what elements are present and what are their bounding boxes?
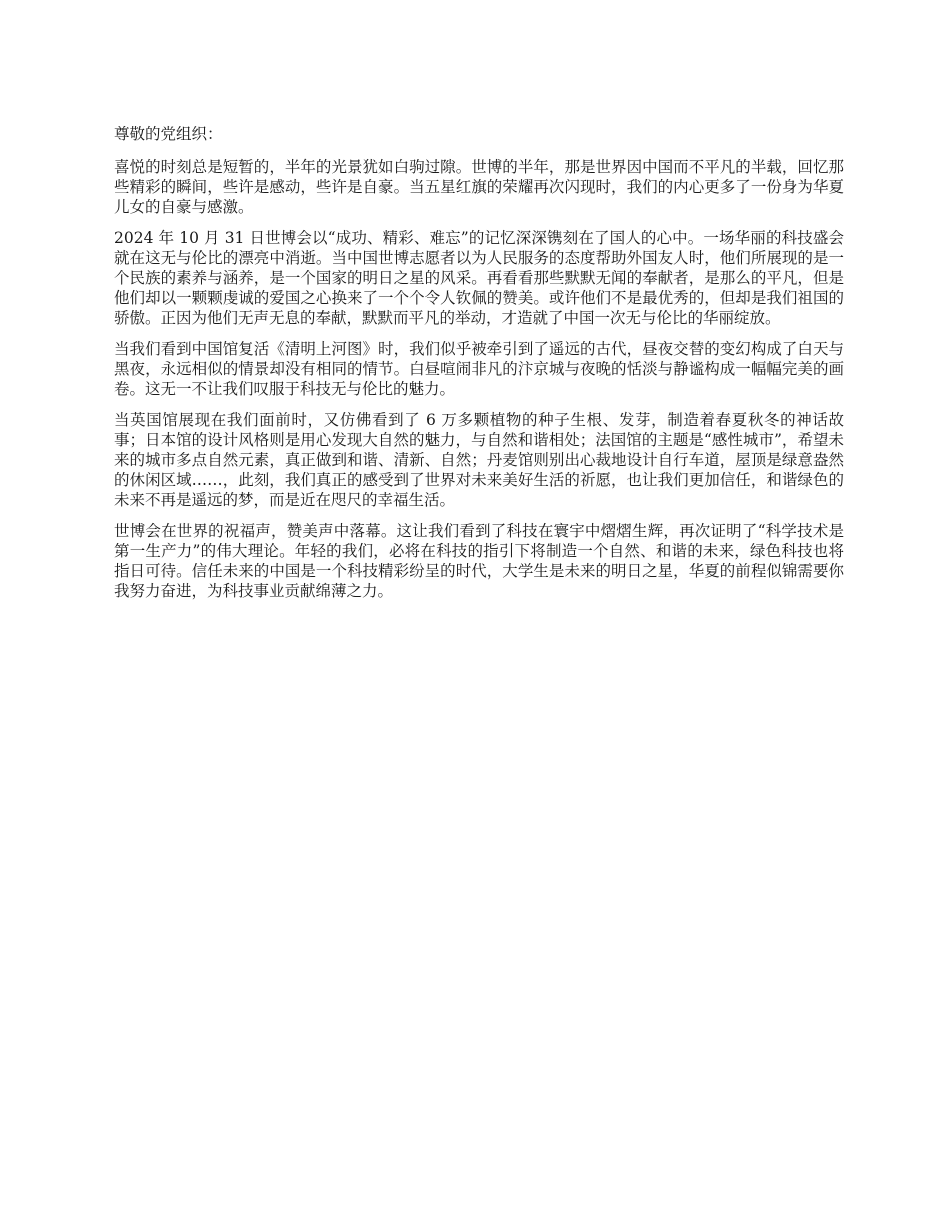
paragraph-3: 当我们看到中国馆复活《清明上河图》时，我们似乎被牵引到了遥远的古代，昼夜交替的变幻构成了白天与黑夜，永远相似的情景却没有相同的情节。白昼喧闹非凡的汴京城与夜晚的恬淡与静谧构成一幅幅完美的画卷。这无一不让我们叹服于科技无与伦比的魅力。 xyxy=(114,340,844,398)
paragraph-4: 当英国馆展现在我们面前时，又仿佛看到了 6 万多颗植物的种子生根、发芽，制造着春夏秋冬的神话故事；日本馆的设计风格则是用心发现大自然的魅力，与自然和谐相处；法国馆的主题是“感性城市”，希望未来的城市多点自然元素，真正做到和谐、清新、自然；丹麦馆则别出心裁地设计自行车道，屋顶是绿意盎然的休闲区域……，此刻，我们真正的感受到了世界对未来美好生活的祈愿，也让我们更加信任，和谐绿色的未来不再是遥远的梦，而是近在咫尺的幸福生活。 xyxy=(114,411,844,509)
paragraph-2: 2024 年 10 月 31 日世博会以“成功、精彩、难忘”的记忆深深镌刻在了国人的心中。一场华丽的科技盛会就在这无与伦比的漂亮中消逝。当中国世博志愿者以为人民服务的态度帮助外国友人时，他们所展现的是一个民族的素养与涵养，是一个国家的明日之星的风采。再看看那些默默无闻的奉献者，是那么的平凡，但是他们却以一颗颗虔诚的爱国之心换来了一个个令人钦佩的赞美。或许他们不是最优秀的，但却是我们祖国的骄傲。正因为他们无声无息的奉献，默默而平凡的举动，才造就了中国一次无与伦比的华丽绽放。 xyxy=(114,229,844,327)
document-page xyxy=(114,122,844,612)
paragraph-5: 世博会在世界的祝福声，赞美声中落幕。这让我们看到了科技在寰宇中熠熠生辉，再次证明了“科学技术是第一生产力”的伟大理论。年轻的我们，必将在科技的指引下将制造一个自然、和谐的未来，绿色科技也将指日可待。信任未来的中国是一个科技精彩纷呈的时代，大学生是未来的明日之星，华夏的前程似锦需要你我努力奋进，为科技事业贡献绵薄之力。 xyxy=(114,522,844,600)
paragraph-1: 喜悦的时刻总是短暂的，半年的光景犹如白驹过隙。世博的半年，那是世界因中国而不平凡的半载，回忆那些精彩的瞬间，些许是感动，些许是自豪。当五星红旗的荣耀再次闪现时，我们的内心更多了一份身为华夏儿女的自豪与感激。 xyxy=(114,158,844,216)
salutation: 尊敬的党组织： xyxy=(114,125,223,143)
